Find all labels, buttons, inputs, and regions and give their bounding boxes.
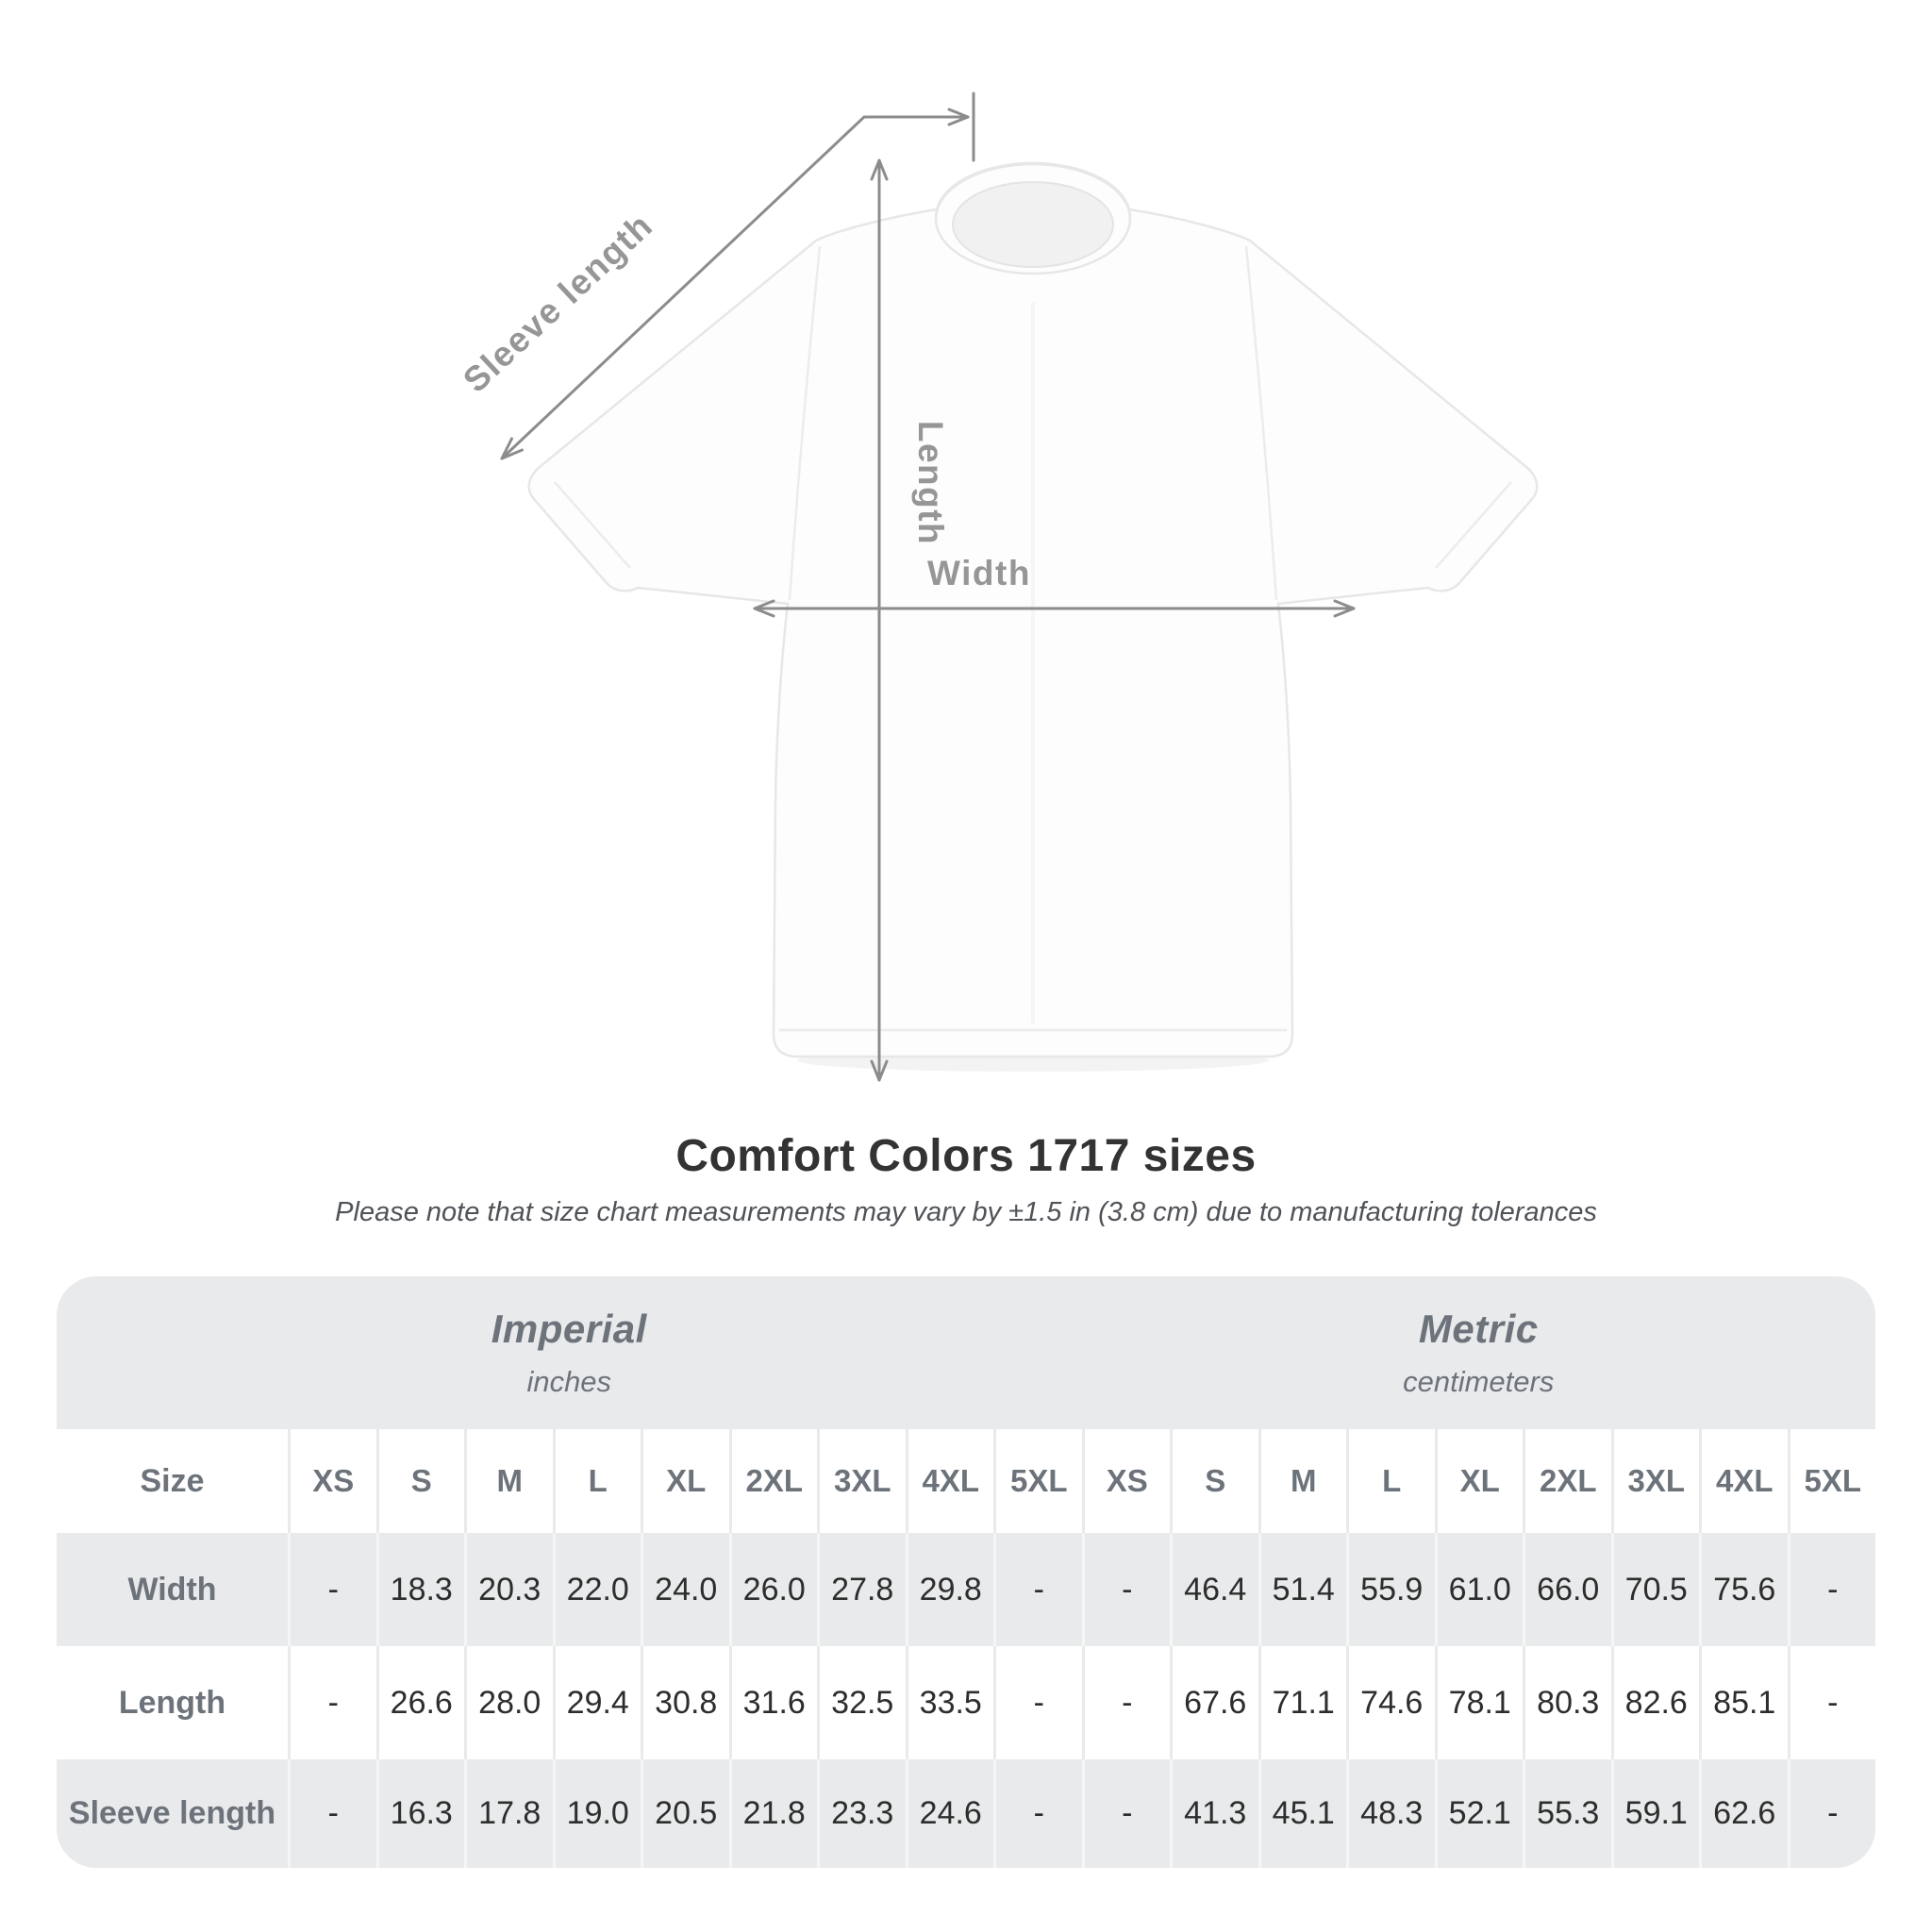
cell-width-metric-4xl: 75.6 (1699, 1533, 1788, 1646)
cell-width-imperial-3xl: 27.8 (817, 1533, 906, 1646)
metric-size-header-4xl: 4XL (1699, 1429, 1788, 1533)
cell-length-imperial-xs: - (288, 1646, 376, 1759)
cell-sleeve-length-imperial-s: 16.3 (376, 1759, 465, 1868)
cell-length-metric-5xl: - (1788, 1646, 1876, 1759)
cell-length-imperial-2xl: 31.6 (729, 1646, 818, 1759)
cell-width-imperial-4xl: 29.8 (906, 1533, 994, 1646)
metric-size-header-l: L (1346, 1429, 1435, 1533)
collar-opening (953, 182, 1113, 267)
cell-sleeve-length-imperial-xl: 20.5 (641, 1759, 729, 1868)
row-label-sleeve-length: Sleeve length (68, 1795, 276, 1831)
cell-width-imperial-xs: - (288, 1533, 376, 1646)
cell-length-metric-2xl: 80.3 (1523, 1646, 1611, 1759)
size-table (57, 1276, 1875, 1868)
tolerance-note: Please note that size chart measurements may vary by ±1.5 in (3.8 cm) due to manufacturing tolerances (335, 1197, 1597, 1227)
cell-width-metric-5xl: - (1788, 1533, 1876, 1646)
sleeve-length-label: Sleeve length (456, 205, 660, 400)
cell-sleeve-length-metric-xl: 52.1 (1435, 1759, 1524, 1868)
cell-width-imperial-2xl: 26.0 (729, 1533, 818, 1646)
cell-width-imperial-xl: 24.0 (641, 1533, 729, 1646)
cell-width-metric-xl: 61.0 (1435, 1533, 1524, 1646)
cell-sleeve-length-imperial-3xl: 23.3 (817, 1759, 906, 1868)
imperial-size-header-xs: XS (288, 1429, 376, 1533)
width-label: Width (927, 554, 1031, 592)
cell-length-metric-l: 74.6 (1346, 1646, 1435, 1759)
cell-length-imperial-l: 29.4 (553, 1646, 641, 1759)
cell-sleeve-length-metric-xs: - (1082, 1759, 1171, 1868)
cell-sleeve-length-metric-3xl: 59.1 (1611, 1759, 1700, 1868)
cell-sleeve-length-imperial-5xl: - (993, 1759, 1082, 1868)
metric-section-title: Metric (1418, 1307, 1539, 1351)
imperial-section-header (57, 1276, 1082, 1429)
imperial-size-header-s: S (376, 1429, 465, 1533)
cell-length-imperial-4xl: 33.5 (906, 1646, 994, 1759)
imperial-size-header-3xl: 3XL (817, 1429, 906, 1533)
cell-sleeve-length-metric-l: 48.3 (1346, 1759, 1435, 1868)
imperial-section-unit: inches (526, 1365, 612, 1398)
cell-length-imperial-m: 28.0 (464, 1646, 553, 1759)
cell-length-metric-4xl: 85.1 (1699, 1646, 1788, 1759)
cell-width-imperial-5xl: - (993, 1533, 1082, 1646)
page-title: Comfort Colors 1717 sizes (675, 1131, 1257, 1181)
cell-sleeve-length-imperial-l: 19.0 (553, 1759, 641, 1868)
cell-length-imperial-s: 26.6 (376, 1646, 465, 1759)
cell-width-imperial-m: 20.3 (464, 1533, 553, 1646)
length-label: Length (911, 420, 950, 546)
cell-sleeve-length-imperial-2xl: 21.8 (729, 1759, 818, 1868)
cell-length-metric-xs: - (1082, 1646, 1171, 1759)
cell-length-metric-xl: 78.1 (1435, 1646, 1524, 1759)
metric-section-header (1082, 1276, 1876, 1429)
heading-block (0, 1130, 1932, 1228)
metric-size-header-xl: XL (1435, 1429, 1524, 1533)
cell-sleeve-length-imperial-m: 17.8 (464, 1759, 553, 1868)
cell-sleeve-length-metric-4xl: 62.6 (1699, 1759, 1788, 1868)
cell-sleeve-length-metric-5xl: - (1788, 1759, 1876, 1868)
imperial-size-header-5xl: 5XL (993, 1429, 1082, 1533)
metric-size-header-2xl: 2XL (1523, 1429, 1611, 1533)
size-column-header: Size (57, 1429, 288, 1533)
cell-length-metric-s: 67.6 (1170, 1646, 1258, 1759)
metric-section-unit: centimeters (1403, 1365, 1555, 1398)
cell-sleeve-length-imperial-4xl: 24.6 (906, 1759, 994, 1868)
imperial-size-header-4xl: 4XL (906, 1429, 994, 1533)
cell-sleeve-length-metric-s: 41.3 (1170, 1759, 1258, 1868)
cell-sleeve-length-metric-m: 45.1 (1258, 1759, 1347, 1868)
imperial-size-header-2xl: 2XL (729, 1429, 818, 1533)
metric-size-header-xs: XS (1082, 1429, 1171, 1533)
cell-width-metric-l: 55.9 (1346, 1533, 1435, 1646)
metric-size-header-5xl: 5XL (1788, 1429, 1876, 1533)
metric-size-header-s: S (1170, 1429, 1258, 1533)
imperial-size-header-xl: XL (641, 1429, 729, 1533)
cell-length-imperial-5xl: - (993, 1646, 1082, 1759)
cell-width-imperial-s: 18.3 (376, 1533, 465, 1646)
imperial-size-header-m: M (464, 1429, 553, 1533)
cell-width-metric-xs: - (1082, 1533, 1171, 1646)
row-label-length: Length (57, 1646, 288, 1759)
metric-size-header-3xl: 3XL (1611, 1429, 1700, 1533)
cell-length-imperial-xl: 30.8 (641, 1646, 729, 1759)
cell-length-metric-m: 71.1 (1258, 1646, 1347, 1759)
cell-sleeve-length-imperial-xs: - (288, 1759, 376, 1868)
imperial-section-title: Imperial (491, 1307, 647, 1351)
row-label-width: Width (127, 1571, 217, 1607)
cell-width-imperial-l: 22.0 (553, 1533, 641, 1646)
imperial-size-header-l: L (553, 1429, 641, 1533)
cell-length-imperial-3xl: 32.5 (817, 1646, 906, 1759)
cell-width-metric-2xl: 66.0 (1523, 1533, 1611, 1646)
metric-size-header-m: M (1258, 1429, 1347, 1533)
cell-width-metric-m: 51.4 (1258, 1533, 1347, 1646)
cell-width-metric-3xl: 70.5 (1611, 1533, 1700, 1646)
cell-length-metric-3xl: 82.6 (1611, 1646, 1700, 1759)
cell-sleeve-length-metric-2xl: 55.3 (1523, 1759, 1611, 1868)
cell-width-metric-s: 46.4 (1170, 1533, 1258, 1646)
